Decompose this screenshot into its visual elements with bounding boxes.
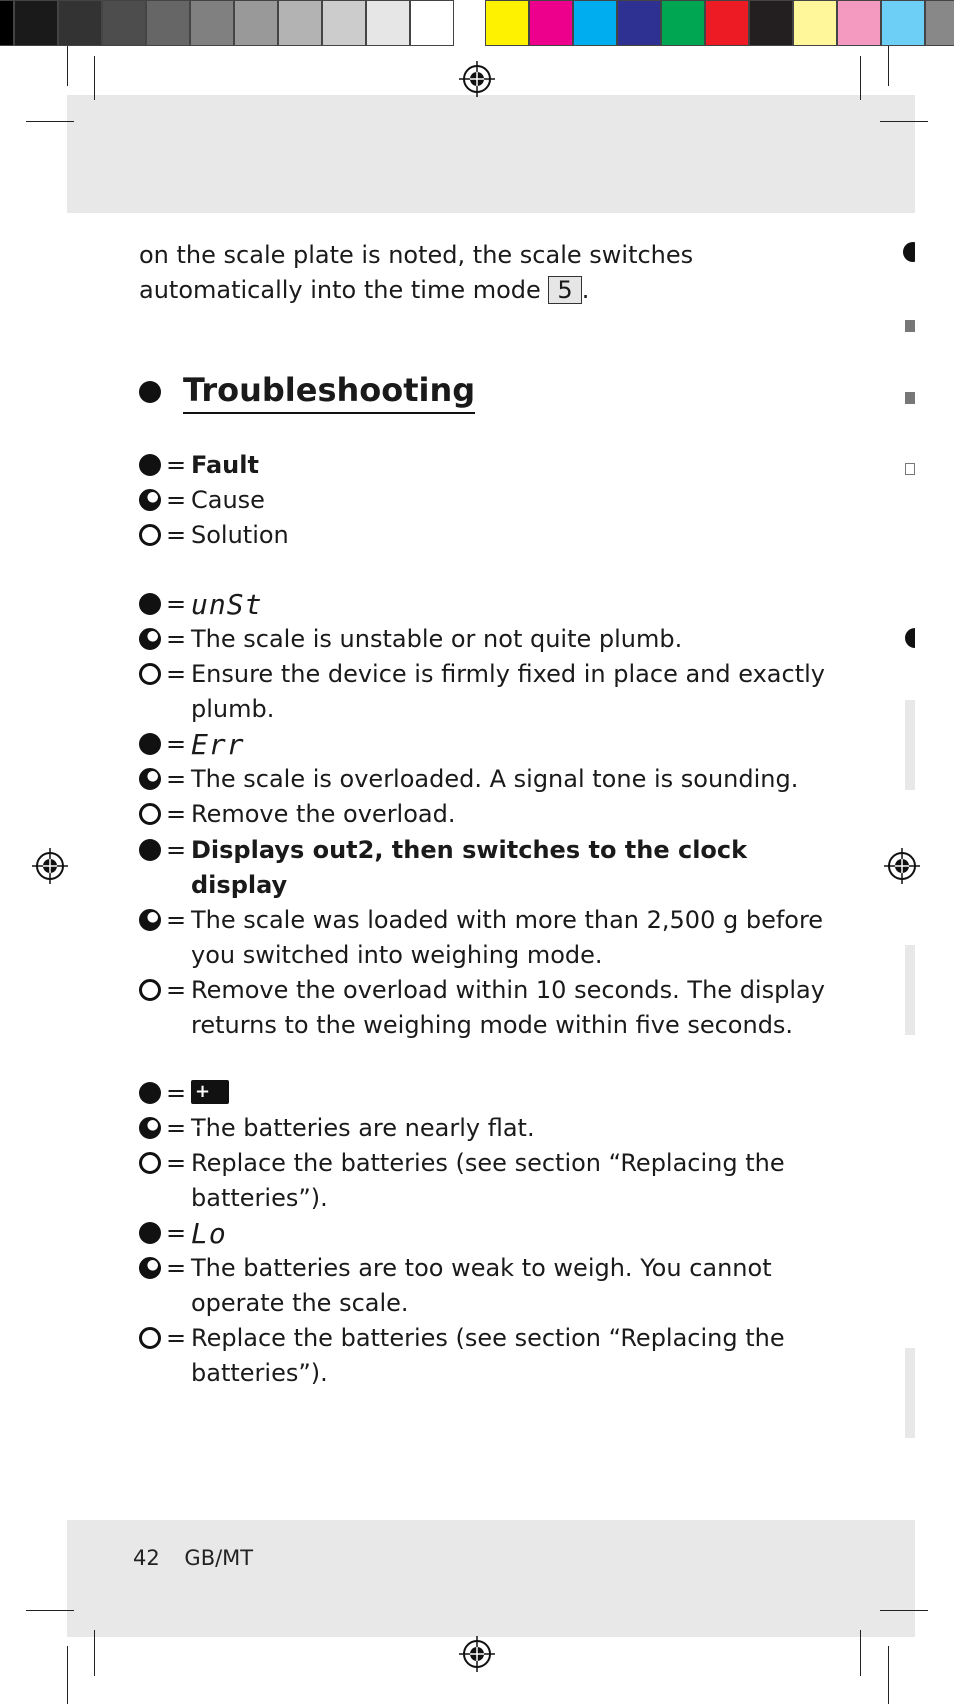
fault-symbol-icon <box>139 733 161 755</box>
cause-text: The scale was loaded with more than 2,500 g before you switched into weighing mode. <box>191 906 824 969</box>
troubleshooting-entry <box>139 1076 829 1216</box>
cause-symbol-icon <box>139 489 161 511</box>
solution-symbol-icon <box>139 803 161 825</box>
page-footer <box>133 1546 271 1570</box>
equals-sign: = <box>165 765 187 793</box>
solution-row <box>139 657 829 727</box>
equals-sign: = <box>165 906 187 934</box>
calibration-swatch <box>366 0 410 46</box>
adjacent-page-fragment <box>905 1348 915 1438</box>
equals-sign: = <box>165 521 187 549</box>
adjacent-page-fragment <box>905 392 915 404</box>
equals-sign: = <box>165 1219 187 1247</box>
header-band <box>67 95 915 213</box>
solution-symbol-icon <box>139 1327 161 1349</box>
fault-row <box>139 727 829 762</box>
process-color-swatch <box>661 0 705 46</box>
equals-sign: = <box>165 800 187 828</box>
process-color-swatch <box>793 0 837 46</box>
process-color-swatch <box>573 0 617 46</box>
page-number: 42 <box>133 1546 160 1570</box>
cause-row <box>139 1251 829 1321</box>
adjacent-page-fragment <box>905 463 915 475</box>
process-color-swatch <box>485 0 529 46</box>
solution-symbol-icon <box>139 524 161 546</box>
legend-row-fault <box>139 448 829 483</box>
reference-number-box: 5 <box>548 276 581 304</box>
fault-symbol-icon <box>139 454 161 476</box>
crop-mark <box>880 121 928 122</box>
solution-text: Remove the overload. <box>191 800 456 828</box>
crop-mark <box>67 1646 68 1704</box>
equals-sign: = <box>165 976 187 1004</box>
process-color-swatch <box>529 0 573 46</box>
fault-text: Displays out2, then switches to the clock display <box>191 836 748 899</box>
equals-sign: = <box>165 1079 187 1107</box>
cause-symbol-icon <box>139 768 161 790</box>
cause-row <box>139 903 829 973</box>
lcd-code-err: Err <box>191 728 245 761</box>
calibration-swatch <box>0 0 14 46</box>
crop-mark <box>94 56 95 100</box>
legend-cause-label: Cause <box>191 486 265 514</box>
cause-text: The scale is unstable or not quite plumb. <box>191 625 683 653</box>
page-title: Troubleshooting <box>183 370 475 414</box>
fault-row <box>139 833 829 903</box>
equals-sign: = <box>165 660 187 688</box>
crop-mark <box>888 1646 889 1704</box>
solution-row <box>139 1321 829 1391</box>
equals-sign: = <box>165 1114 187 1142</box>
battery-icon <box>191 1080 229 1104</box>
region-code: GB/MT <box>184 1546 254 1570</box>
process-color-swatch <box>749 0 793 46</box>
equals-sign: = <box>165 836 187 864</box>
crop-mark <box>26 1610 74 1611</box>
solution-row <box>139 797 829 832</box>
calibration-swatch <box>190 0 234 46</box>
symbol-legend <box>139 448 829 553</box>
process-color-swatch <box>617 0 661 46</box>
lcd-code-unst: unSt <box>191 588 263 621</box>
equals-sign: = <box>165 625 187 653</box>
crop-mark <box>880 1610 928 1611</box>
solution-text: Replace the batteries (see section “Replacing the batteries”). <box>191 1324 785 1387</box>
process-color-swatch <box>705 0 749 46</box>
legend-row-cause <box>139 483 829 518</box>
troubleshooting-entry <box>139 833 829 1043</box>
process-color-swatch <box>837 0 881 46</box>
cause-symbol-icon <box>139 1257 161 1279</box>
crop-mark <box>888 46 889 86</box>
calibration-swatch <box>146 0 190 46</box>
registration-mark-icon <box>459 61 495 97</box>
cause-text: The scale is overloaded. A signal tone is sounding. <box>191 765 799 793</box>
registration-mark-icon <box>459 1636 495 1672</box>
section-heading <box>139 370 475 414</box>
fault-symbol-icon <box>139 1082 161 1104</box>
calibration-swatch <box>322 0 366 46</box>
crop-mark <box>26 121 74 122</box>
equals-sign: = <box>165 1324 187 1352</box>
intro-period: . <box>581 276 590 304</box>
calibration-swatch <box>58 0 102 46</box>
solution-symbol-icon <box>139 979 161 1001</box>
equals-sign: = <box>165 1149 187 1177</box>
crop-mark <box>860 56 861 100</box>
adjacent-page-fragment <box>905 320 915 332</box>
bullet-icon <box>139 381 161 403</box>
cause-symbol-icon <box>139 909 161 931</box>
solution-symbol-icon <box>139 1152 161 1174</box>
process-color-swatch <box>925 0 954 46</box>
adjacent-page-fragment <box>905 700 915 790</box>
intro-text: on the scale plate is noted, the scale switches automatically into the time mode <box>139 241 694 304</box>
fault-row <box>139 587 829 622</box>
lcd-code-lo: Lo <box>191 1217 227 1250</box>
fault-symbol-icon <box>139 593 161 615</box>
legend-fault-label: Fault <box>191 451 259 479</box>
adjacent-page-fragment <box>905 628 915 648</box>
calibration-color-bar <box>485 0 954 46</box>
calibration-swatch <box>410 0 454 46</box>
registration-mark-icon <box>32 848 68 884</box>
calibration-grayscale-bar <box>0 0 454 46</box>
crop-mark <box>860 1630 861 1676</box>
cause-row <box>139 622 829 657</box>
cause-symbol-icon <box>139 1117 161 1139</box>
crop-mark <box>67 46 68 86</box>
legend-solution-label: Solution <box>191 521 289 549</box>
troubleshooting-entry <box>139 1216 829 1391</box>
equals-sign: = <box>165 590 187 618</box>
cause-text: The batteries are too weak to weigh. You cannot operate the scale. <box>191 1254 772 1317</box>
calibration-swatch <box>234 0 278 46</box>
solution-row <box>139 973 829 1043</box>
solution-text: Remove the overload within 10 seconds. The display returns to the weighing mode within five seconds. <box>191 976 825 1039</box>
intro-paragraph <box>139 238 829 308</box>
solution-row <box>139 1146 829 1216</box>
cause-symbol-icon <box>139 628 161 650</box>
cause-row <box>139 762 829 797</box>
equals-sign: = <box>165 1254 187 1282</box>
calibration-swatch <box>14 0 58 46</box>
legend-row-solution <box>139 518 829 553</box>
cause-text: The batteries are nearly flat. <box>191 1114 535 1142</box>
solution-text: Ensure the device is firmly fixed in place and exactly plumb. <box>191 660 825 723</box>
solution-symbol-icon <box>139 663 161 685</box>
crop-mark <box>94 1630 95 1676</box>
adjacent-page-fragment <box>903 240 915 280</box>
equals-sign: = <box>165 486 187 514</box>
fault-symbol-icon <box>139 839 161 861</box>
footer-band <box>67 1520 915 1637</box>
equals-sign: = <box>165 730 187 758</box>
troubleshooting-entry <box>139 587 829 832</box>
process-color-swatch <box>881 0 925 46</box>
cause-row <box>139 1111 829 1146</box>
fault-row <box>139 1076 829 1111</box>
calibration-swatch <box>278 0 322 46</box>
fault-symbol-icon <box>139 1222 161 1244</box>
registration-mark-icon <box>884 848 920 884</box>
fault-row <box>139 1216 829 1251</box>
calibration-swatch <box>102 0 146 46</box>
solution-text: Replace the batteries (see section “Replacing the batteries”). <box>191 1149 785 1212</box>
equals-sign: = <box>165 451 187 479</box>
adjacent-page-fragment <box>905 945 915 1035</box>
